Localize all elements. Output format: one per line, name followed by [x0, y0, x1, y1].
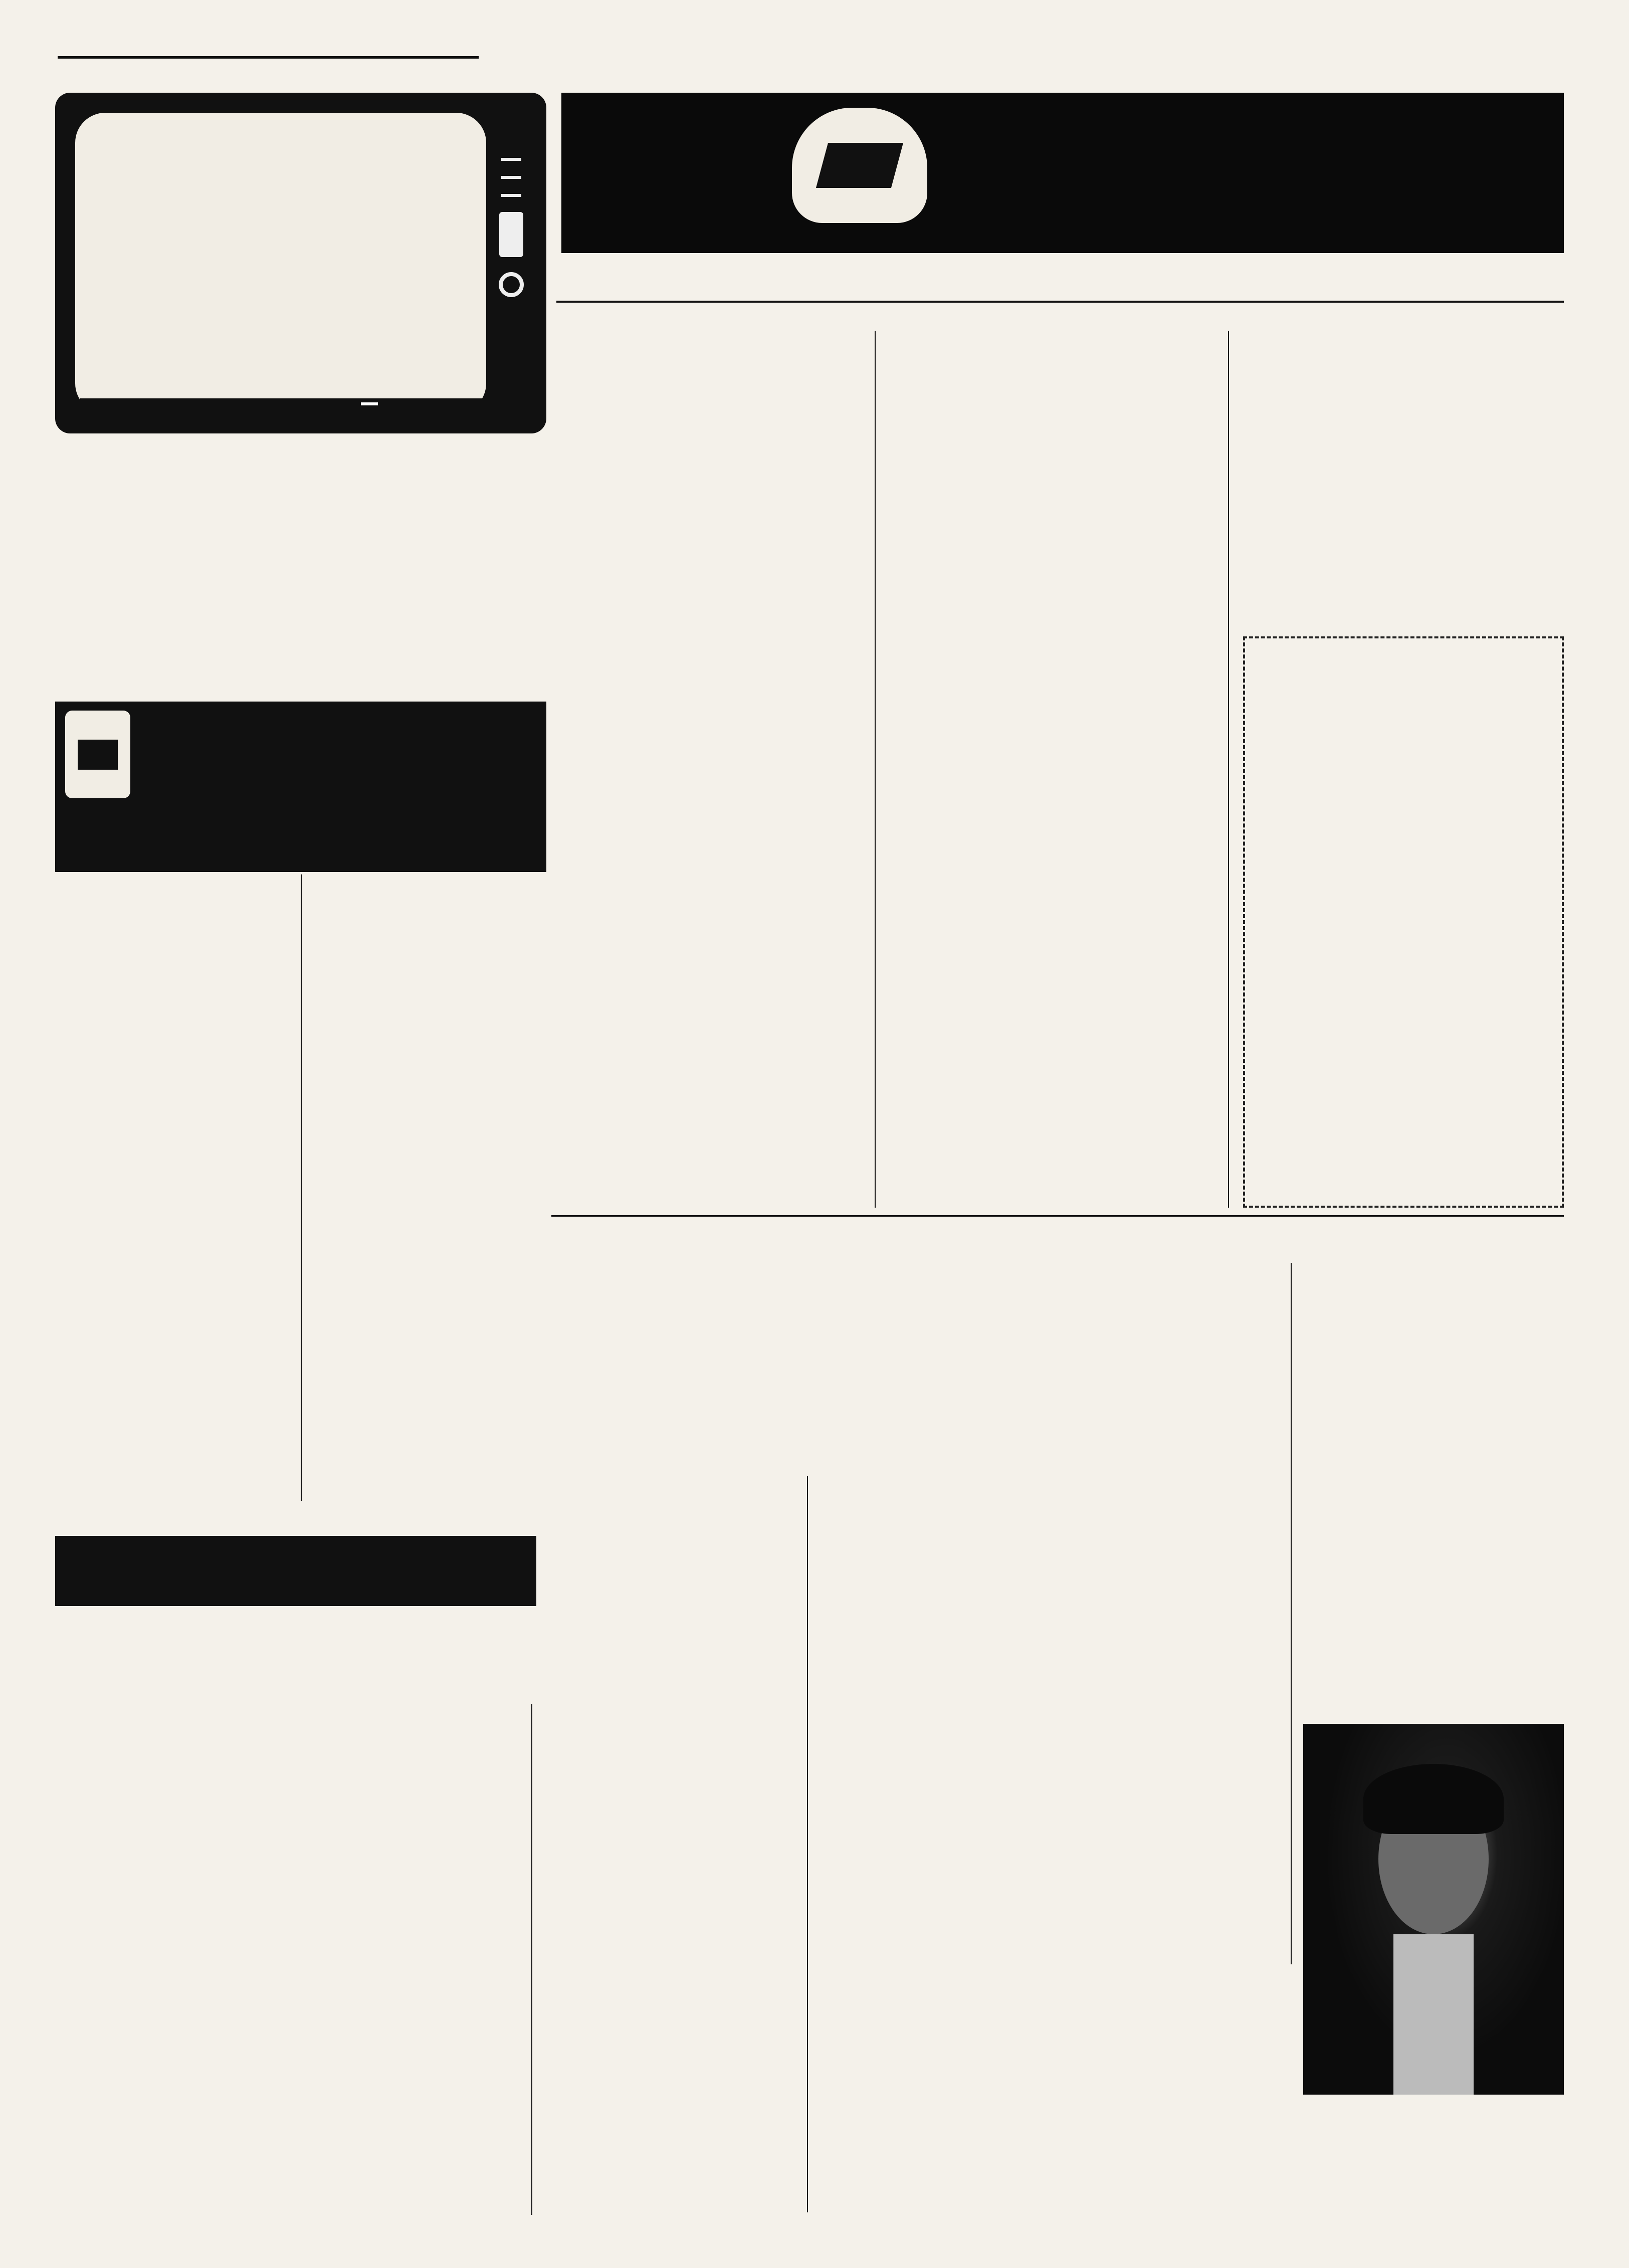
- tato-col3: [1303, 1263, 1564, 1674]
- tato-photo: [1303, 1724, 1564, 2095]
- critica-banner: [55, 1536, 536, 1606]
- segundo-programa-box: [1243, 636, 1564, 1208]
- radio-col1: [55, 889, 296, 1491]
- tato-col2: [814, 1423, 1075, 2212]
- column-c: [1238, 331, 1564, 641]
- critica-col2: [216, 2065, 366, 2215]
- tv-brand-strip: [80, 398, 521, 428]
- tv-control-panel: [496, 143, 526, 393]
- column-a: [556, 331, 867, 1208]
- tv-screen: [75, 113, 486, 413]
- tv-brand-right: [361, 402, 378, 405]
- critica-col1: [55, 2065, 206, 2215]
- channel-logo-icon: [792, 108, 927, 223]
- tudor-ad: [55, 702, 546, 807]
- amanha-schedule: [55, 446, 546, 697]
- radio-col2: [306, 874, 546, 1488]
- tv-set: [55, 93, 546, 433]
- column-b: [882, 331, 1223, 1208]
- masthead-rule: [58, 56, 479, 59]
- tudor-battery-icon: [65, 711, 130, 798]
- tv-knob-icon: [499, 272, 524, 297]
- dia-a-dia-banner: [561, 93, 1564, 253]
- radio-banner: [55, 807, 546, 872]
- tato-col1: [541, 1476, 802, 2212]
